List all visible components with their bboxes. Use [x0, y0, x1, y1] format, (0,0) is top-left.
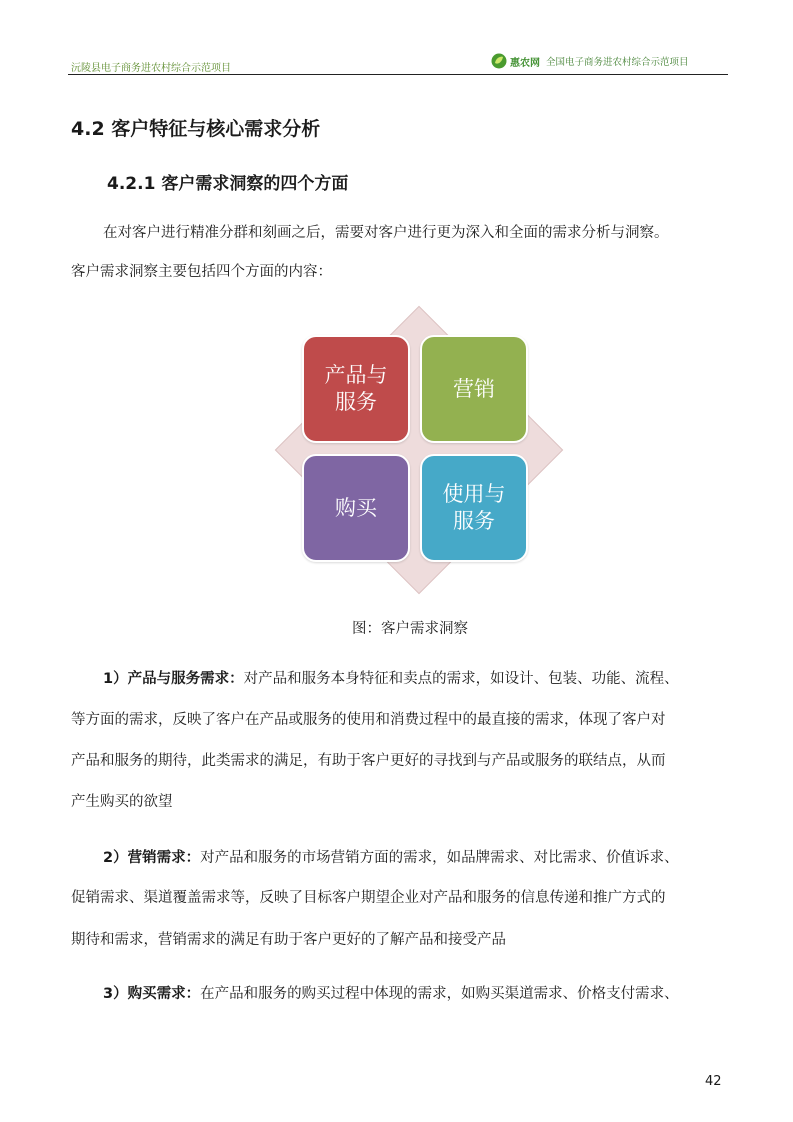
item-1-line-4: 产生购买的欲望	[71, 794, 173, 810]
tile-product-service: 产品与服务	[302, 335, 410, 443]
item-1-line-2: 等方面的需求，反映了客户在产品或服务的使用和消费过程中的最直接的需求，体现了客户对	[71, 712, 666, 728]
logo-text: 惠农网	[510, 57, 540, 69]
subsection-title: 4.2.1 客户需求洞察的四个方面	[107, 174, 349, 194]
header-project-title: 沅陵县电子商务进农村综合示范项目	[71, 63, 231, 74]
intro-line-2: 客户需求洞察主要包括四个方面的内容：	[71, 264, 332, 280]
item-2-text: 对产品和服务的市场营销方面的需求，如品牌需求、对比需求、价值诉求、	[200, 850, 679, 866]
figure-caption: 图：客户需求洞察	[352, 621, 468, 637]
intro-line-1: 在对客户进行精准分群和刻画之后，需要对客户进行更为深入和全面的需求分析与洞察。	[103, 225, 669, 241]
item-3-line-1	[103, 984, 679, 1004]
item-2-line-1	[103, 848, 679, 868]
header-divider	[68, 74, 728, 75]
item-1-line-3: 产品和服务的期待，此类需求的满足，有助于客户更好的寻找到与产品或服务的联结点，从而	[71, 753, 666, 769]
tile-usage-service: 使用与服务	[420, 454, 528, 562]
tile-purchase: 购买	[302, 454, 410, 562]
header-right	[491, 52, 689, 70]
item-3-text: 在产品和服务的购买过程中体现的需求，如购买渠道需求、价格支付需求、	[200, 986, 679, 1002]
item-2-lead: 2）营销需求：	[103, 850, 201, 866]
section-title: 4.2 客户特征与核心需求分析	[71, 118, 321, 140]
tile-marketing: 营销	[420, 335, 528, 443]
brand-logo	[491, 53, 540, 69]
leaf-logo-icon	[491, 53, 507, 69]
item-2-line-2: 促销需求、渠道覆盖需求等，反映了目标客户期望企业对产品和服务的信息传递和推广方式的	[71, 890, 666, 906]
item-1-line-1	[103, 669, 679, 689]
header-program-title: 全国电子商务进农村综合示范项目	[546, 57, 689, 68]
item-1-text: 对产品和服务本身特征和卖点的需求，如设计、包装、功能、流程、	[243, 671, 679, 687]
item-1-lead: 1）产品与服务需求：	[103, 671, 244, 687]
item-3-lead: 3）购买需求：	[103, 986, 201, 1002]
needs-insight-diagram	[273, 305, 565, 595]
item-2-line-3: 期待和需求，营销需求的满足有助于客户更好的了解产品和接受产品	[71, 932, 506, 948]
page-number: 42	[705, 1074, 722, 1089]
